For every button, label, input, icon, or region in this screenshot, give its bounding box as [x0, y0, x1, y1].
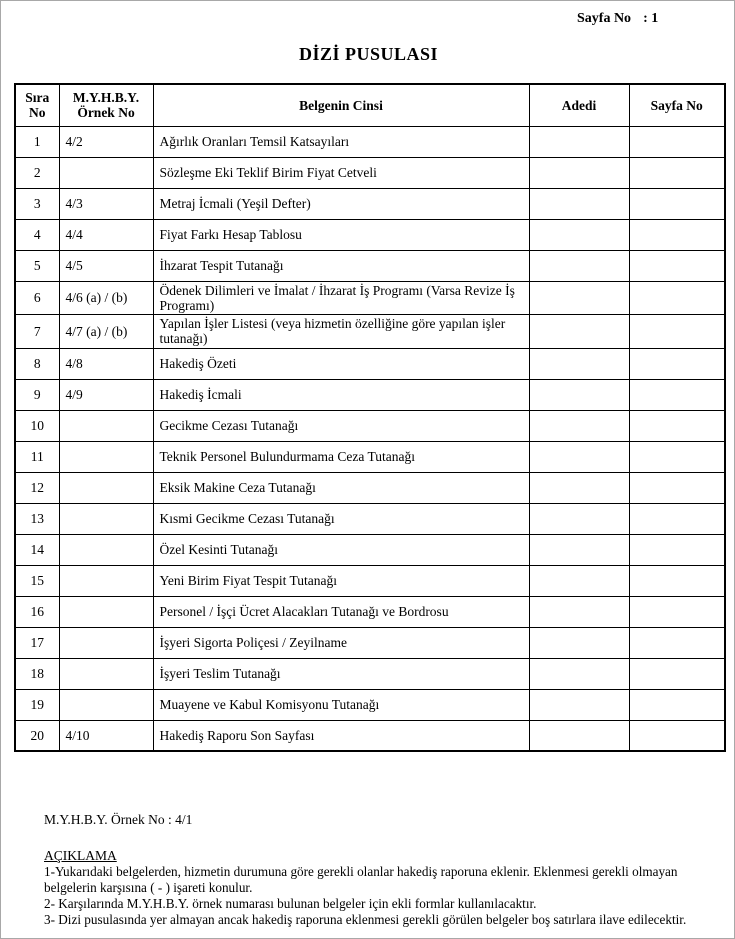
table-row — [15, 348, 725, 379]
table-row — [15, 565, 725, 596]
table-row — [15, 219, 725, 250]
sayfa-no-cell — [629, 565, 725, 596]
ornek-no-cell — [59, 627, 153, 658]
table-row — [15, 250, 725, 281]
sira-no-cell: 3 — [15, 188, 59, 219]
header-belge-cinsi: Belgenin Cinsi — [153, 84, 529, 126]
sayfa-no-cell — [629, 503, 725, 534]
belge-cinsi-cell: Hakediş İcmali — [153, 379, 529, 410]
table-row — [15, 126, 725, 157]
table-row — [15, 720, 725, 751]
table-row — [15, 472, 725, 503]
header-ornek-no: M.Y.H.B.Y. Örnek No — [59, 84, 153, 126]
sira-no-cell: 4 — [15, 219, 59, 250]
adedi-cell — [529, 596, 629, 627]
sayfa-no-cell — [629, 281, 725, 315]
ornek-no-cell: 4/6 (a) / (b) — [59, 281, 153, 315]
adedi-cell — [529, 281, 629, 315]
adedi-cell — [529, 219, 629, 250]
ornek-no-cell — [59, 596, 153, 627]
footer-note: 2- Karşılarında M.Y.H.B.Y. örnek numarası bulunan belgeler için ekli formlar kullanılacaktır. — [44, 896, 537, 911]
ornek-no-cell: 4/2 — [59, 126, 153, 157]
adedi-cell — [529, 379, 629, 410]
ornek-no-cell — [59, 157, 153, 188]
belge-cinsi-cell: İhzarat Tespit Tutanağı — [153, 250, 529, 281]
page-number — [577, 11, 658, 27]
ornek-no-cell — [59, 410, 153, 441]
belge-cinsi-cell: Teknik Personel Bulundurmama Ceza Tutanağı — [153, 441, 529, 472]
header-sayfa-no: Sayfa No — [629, 84, 725, 126]
table-row — [15, 315, 725, 349]
adedi-cell — [529, 441, 629, 472]
footer-ornek-reference: M.Y.H.B.Y. Örnek No : 4/1 — [44, 812, 193, 827]
ornek-no-cell: 4/8 — [59, 348, 153, 379]
sayfa-no-cell — [629, 658, 725, 689]
adedi-cell — [529, 720, 629, 751]
belge-cinsi-cell: Özel Kesinti Tutanağı — [153, 534, 529, 565]
adedi-cell — [529, 315, 629, 349]
table-row — [15, 379, 725, 410]
table-row — [15, 627, 725, 658]
adedi-cell — [529, 250, 629, 281]
sayfa-no-cell — [629, 126, 725, 157]
table-row — [15, 281, 725, 315]
table-row — [15, 534, 725, 565]
sira-no-cell: 1 — [15, 126, 59, 157]
sira-no-cell: 17 — [15, 627, 59, 658]
table-row — [15, 410, 725, 441]
belge-cinsi-cell: İşyeri Teslim Tutanağı — [153, 658, 529, 689]
ornek-no-cell: 4/4 — [59, 219, 153, 250]
ornek-no-cell: 4/9 — [59, 379, 153, 410]
ornek-no-cell — [59, 658, 153, 689]
sayfa-no-cell — [629, 157, 725, 188]
adedi-cell — [529, 627, 629, 658]
sira-no-cell: 7 — [15, 315, 59, 349]
ornek-no-cell — [59, 565, 153, 596]
sira-no-cell: 19 — [15, 689, 59, 720]
belge-cinsi-cell: Sözleşme Eki Teklif Birim Fiyat Cetveli — [153, 157, 529, 188]
sayfa-no-cell — [629, 219, 725, 250]
sira-no-cell: 18 — [15, 658, 59, 689]
table-row — [15, 596, 725, 627]
belge-cinsi-cell: Ödenek Dilimleri ve İmalat / İhzarat İş Programı (Varsa Revize İş Programı) — [153, 281, 529, 315]
document-title: DİZİ PUSULASI — [298, 44, 439, 64]
sira-no-cell: 5 — [15, 250, 59, 281]
footer-aciklama-heading: AÇIKLAMA — [44, 848, 117, 863]
adedi-cell — [529, 348, 629, 379]
belge-cinsi-cell: Yeni Birim Fiyat Tespit Tutanağı — [153, 565, 529, 596]
table-header — [15, 84, 725, 126]
table-body — [15, 126, 725, 751]
sira-no-cell: 16 — [15, 596, 59, 627]
sayfa-no-cell — [629, 441, 725, 472]
belge-cinsi-cell: Ağırlık Oranları Temsil Katsayıları — [153, 126, 529, 157]
sayfa-no-cell — [629, 689, 725, 720]
ornek-no-cell: 4/5 — [59, 250, 153, 281]
ornek-no-cell — [59, 472, 153, 503]
sira-no-cell: 6 — [15, 281, 59, 315]
sayfa-no-cell — [629, 720, 725, 751]
table-row — [15, 188, 725, 219]
adedi-cell — [529, 503, 629, 534]
adedi-cell — [529, 188, 629, 219]
document-index-table — [14, 83, 726, 752]
belge-cinsi-cell: Muayene ve Kabul Komisyonu Tutanağı — [153, 689, 529, 720]
adedi-cell — [529, 565, 629, 596]
belge-cinsi-cell: Hakediş Raporu Son Sayfası — [153, 720, 529, 751]
header-sira-no: Sıra No — [15, 84, 59, 126]
page-number-value: : 1 — [643, 11, 659, 26]
sayfa-no-cell — [629, 315, 725, 349]
belge-cinsi-cell: Yapılan İşler Listesi (veya hizmetin özelliğine göre yapılan işler tutanağı) — [153, 315, 529, 349]
sira-no-cell: 15 — [15, 565, 59, 596]
ornek-no-cell: 4/3 — [59, 188, 153, 219]
table-row — [15, 157, 725, 188]
belge-cinsi-cell: Metraj İcmali (Yeşil Defter) — [153, 188, 529, 219]
adedi-cell — [529, 126, 629, 157]
sira-no-cell: 10 — [15, 410, 59, 441]
adedi-cell — [529, 157, 629, 188]
adedi-cell — [529, 410, 629, 441]
page-number-label: Sayfa No — [577, 11, 632, 26]
sayfa-no-cell — [629, 627, 725, 658]
adedi-cell — [529, 534, 629, 565]
belge-cinsi-cell: Fiyat Farkı Hesap Tablosu — [153, 219, 529, 250]
ornek-no-cell — [59, 534, 153, 565]
footer-note: 3- Dizi pusulasında yer almayan ancak hakediş raporuna eklenmesi gerekli görülen belgeler boş satırlara ilave edilecektir. — [44, 912, 687, 927]
sira-no-cell: 20 — [15, 720, 59, 751]
belge-cinsi-cell: Hakediş Özeti — [153, 348, 529, 379]
header-adedi: Adedi — [529, 84, 629, 126]
table-row — [15, 503, 725, 534]
ornek-no-cell: 4/10 — [59, 720, 153, 751]
sira-no-cell: 14 — [15, 534, 59, 565]
ornek-no-cell — [59, 689, 153, 720]
belge-cinsi-cell: Personel / İşçi Ücret Alacakları Tutanağı ve Bordrosu — [153, 596, 529, 627]
adedi-cell — [529, 472, 629, 503]
belge-cinsi-cell: Kısmi Gecikme Cezası Tutanağı — [153, 503, 529, 534]
sayfa-no-cell — [629, 410, 725, 441]
table-row — [15, 441, 725, 472]
ornek-no-cell — [59, 503, 153, 534]
sira-no-cell: 12 — [15, 472, 59, 503]
adedi-cell — [529, 689, 629, 720]
footer-notes — [44, 864, 735, 928]
ornek-no-cell — [59, 441, 153, 472]
sayfa-no-cell — [629, 596, 725, 627]
ornek-no-cell: 4/7 (a) / (b) — [59, 315, 153, 349]
sayfa-no-cell — [629, 250, 725, 281]
sayfa-no-cell — [629, 472, 725, 503]
adedi-cell — [529, 658, 629, 689]
sira-no-cell: 2 — [15, 157, 59, 188]
belge-cinsi-cell: Eksik Makine Ceza Tutanağı — [153, 472, 529, 503]
sira-no-cell: 9 — [15, 379, 59, 410]
table-row — [15, 658, 725, 689]
sayfa-no-cell — [629, 379, 725, 410]
table-row — [15, 689, 725, 720]
sira-no-cell: 8 — [15, 348, 59, 379]
belge-cinsi-cell: İşyeri Sigorta Poliçesi / Zeyilname — [153, 627, 529, 658]
belge-cinsi-cell: Gecikme Cezası Tutanağı — [153, 410, 529, 441]
sira-no-cell: 11 — [15, 441, 59, 472]
sayfa-no-cell — [629, 188, 725, 219]
sayfa-no-cell — [629, 534, 725, 565]
footer-note: 1-Yukarıdaki belgelerden, hizmetin durumuna göre gerekli olanlar hakediş raporuna eklenir. Eklenmesi gerekli olmayan belgelerin karşısına ( - ) işareti konulur. — [44, 864, 678, 895]
sira-no-cell: 13 — [15, 503, 59, 534]
sayfa-no-cell — [629, 348, 725, 379]
